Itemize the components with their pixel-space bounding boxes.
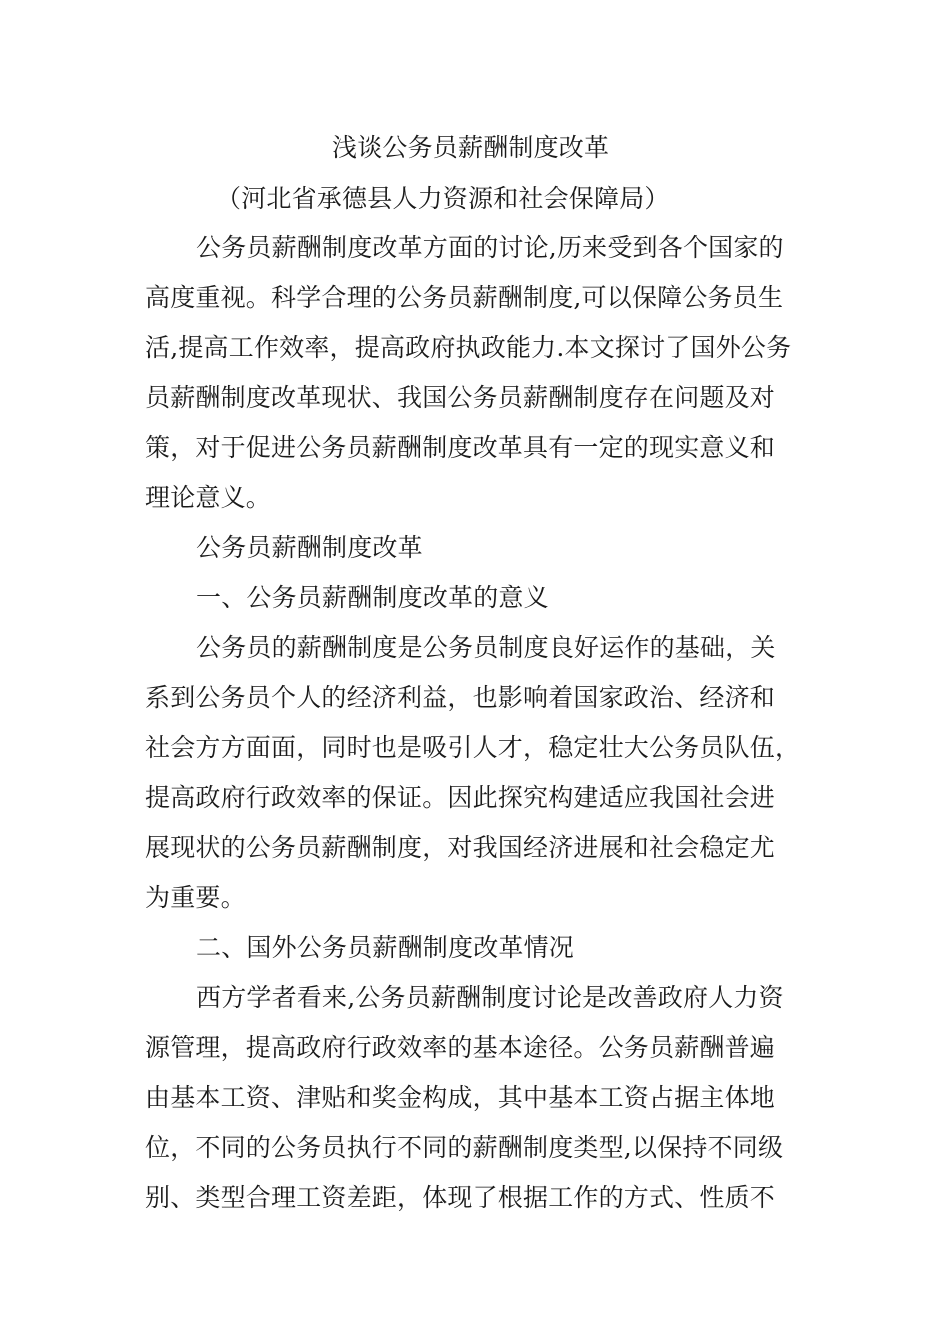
paragraph-line: 系到公务员个人的经济利益，也影响着国家政治、经济和 — [145, 683, 776, 712]
paragraph-line: 源管理，提高政府行政效率的基本途径。公务员薪酬普遍 — [145, 1033, 776, 1062]
paragraph-line: 公务员的薪酬制度是公务员制度良好运作的基础，关 — [196, 633, 776, 662]
abstract-line: 策，对于促进公务员薪酬制度改革具有一定的现实意义和 — [145, 433, 776, 462]
abstract-line: 理论意义。 — [145, 483, 272, 512]
paragraph-line: 展现状的公务员薪酬制度，对我国经济进展和社会稳定尤 — [145, 833, 776, 862]
abstract-line: 活,提高工作效率，提高政府执政能力.本文探讨了国外公务 — [145, 333, 792, 362]
abstract-line: 公务员薪酬制度改革方面的讨论,历来受到各个国家的 — [196, 233, 784, 262]
paragraph-line: 位，不同的公务员执行不同的薪酬制度类型,以保持不同级 — [145, 1133, 784, 1162]
section-heading: 一、公务员薪酬制度改革的意义 — [196, 583, 549, 612]
author-affiliation: （河北省承德县人力资源和社会保障局） — [216, 184, 670, 213]
paragraph-line: 别、类型合理工资差距，体现了根据工作的方式、性质不 — [145, 1183, 776, 1212]
paragraph-line: 由基本工资、津贴和奖金构成，其中基本工资占据主体地 — [145, 1083, 776, 1112]
paragraph-line: 西方学者看来,公务员薪酬制度讨论是改善政府人力资 — [196, 983, 784, 1012]
section-heading: 二、国外公务员薪酬制度改革情况 — [196, 933, 575, 962]
abstract-line: 高度重视。科学合理的公务员薪酬制度,可以保障公务员生 — [145, 283, 784, 312]
abstract-line: 员薪酬制度改革现状、我国公务员薪酬制度存在问题及对 — [145, 383, 776, 412]
document-title: 浅谈公务员薪酬制度改革 — [332, 133, 610, 162]
keywords: 公务员薪酬制度改革 — [196, 533, 423, 562]
paragraph-line: 为重要。 — [145, 883, 246, 912]
paragraph-line: 社会方方面面，同时也是吸引人才，稳定壮大公务员队伍， — [145, 733, 801, 762]
paragraph-line: 提高政府行政效率的保证。因此探究构建适应我国社会进 — [145, 783, 776, 812]
